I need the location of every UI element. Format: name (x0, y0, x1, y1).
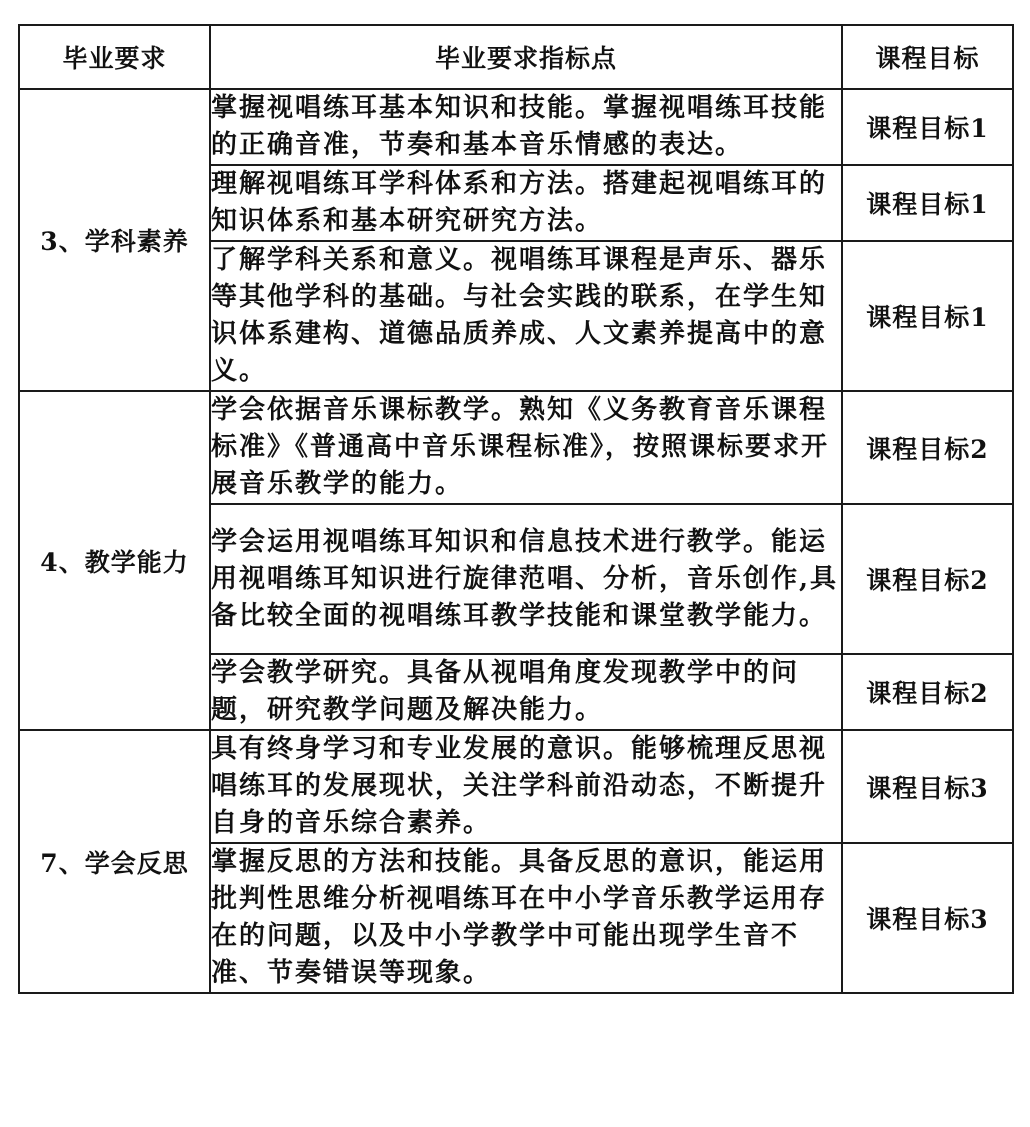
indicator-cell: 学会教学研究。具备从视唱角度发现教学中的问题，研究教学问题及解决能力。 (210, 654, 842, 730)
indicator-cell: 具有终身学习和专业发展的意识。能够梳理反思视唱练耳的发展现状，关注学科前沿动态，不断提升自身的音乐综合素养。 (210, 730, 842, 843)
goal-cell: 课程目标1 (842, 165, 1013, 241)
indicator-cell: 了解学科关系和意义。视唱练耳课程是声乐、器乐等其他学科的基础。与社会实践的联系，在学生知识体系建构、道德品质养成、人文素养提高中的意义。 (210, 241, 842, 391)
indicator-cell: 掌握反思的方法和技能。具备反思的意识，能运用批判性思维分析视唱练耳在中小学音乐教学运用存在的问题，以及中小学教学中可能出现学生音不准、节奏错误等现象。 (210, 843, 842, 993)
header-goal: 课程目标 (842, 25, 1013, 89)
indicator-cell: 学会运用视唱练耳知识和信息技术进行教学。能运用视唱练耳知识进行旋律范唱、分析，音乐创作,具备比较全面的视唱练耳教学技能和课堂教学能力。 (210, 504, 842, 654)
table-row (19, 391, 1013, 504)
goal-cell: 课程目标2 (842, 391, 1013, 504)
goal-cell: 课程目标1 (842, 89, 1013, 165)
goal-cell: 课程目标2 (842, 504, 1013, 654)
indicator-cell: 掌握视唱练耳基本知识和技能。掌握视唱练耳技能的正确音准，节奏和基本音乐情感的表达。 (210, 89, 842, 165)
table-header-row (19, 25, 1013, 89)
goal-cell: 课程目标3 (842, 843, 1013, 993)
header-indicator: 毕业要求指标点 (210, 25, 842, 89)
indicator-cell: 理解视唱练耳学科体系和方法。搭建起视唱练耳的知识体系和基本研究研究方法。 (210, 165, 842, 241)
table-row (19, 89, 1013, 165)
requirement-cell: 3、学科素养 (19, 89, 210, 391)
graduation-requirements-table (18, 24, 1014, 994)
header-requirement: 毕业要求 (19, 25, 210, 89)
indicator-cell: 学会依据音乐课标教学。熟知《义务教育音乐课程标准》《普通高中音乐课程标准》，按照课标要求开展音乐教学的能力。 (210, 391, 842, 504)
goal-cell: 课程目标3 (842, 730, 1013, 843)
requirement-cell: 4、教学能力 (19, 391, 210, 730)
requirement-cell: 7、学会反思 (19, 730, 210, 993)
goal-cell: 课程目标2 (842, 654, 1013, 730)
document-page (18, 24, 1012, 994)
table-row (19, 730, 1013, 843)
goal-cell: 课程目标1 (842, 241, 1013, 391)
